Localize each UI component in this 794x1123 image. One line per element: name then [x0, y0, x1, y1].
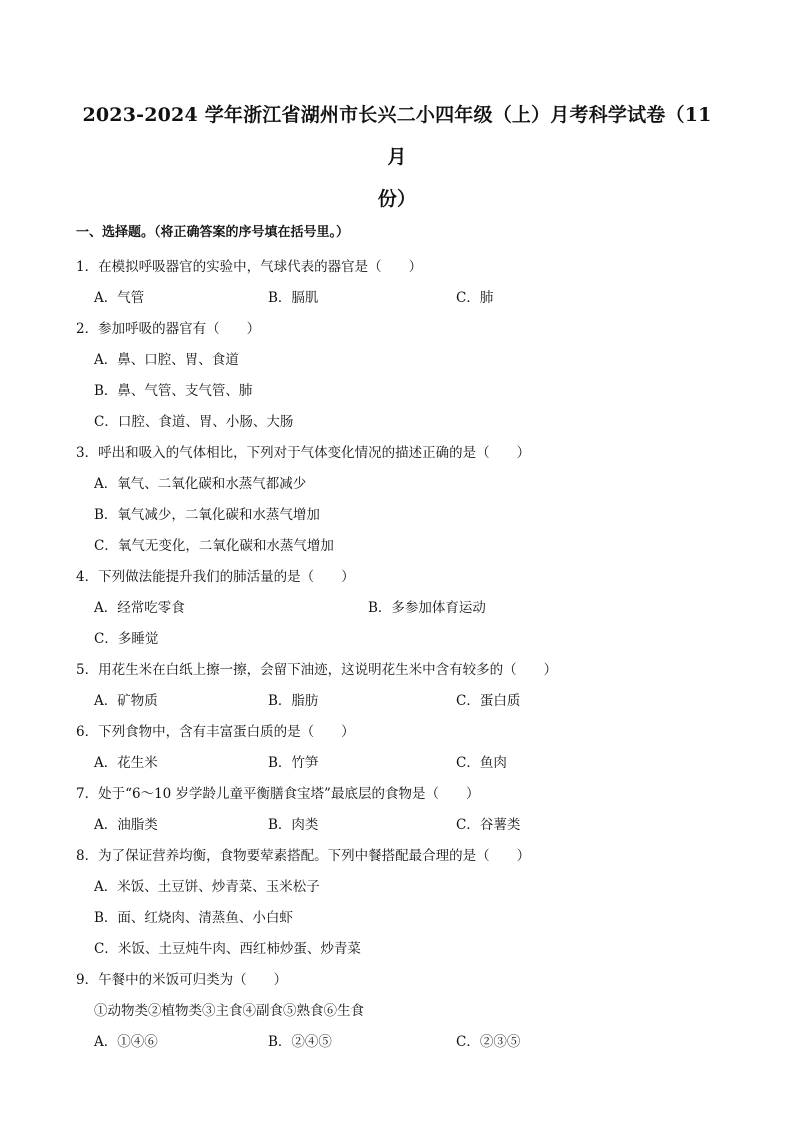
question-4 [76, 562, 718, 655]
title-line-1: 2023-2024 学年浙江省湖州市长兴二小四年级（上）月考科学试卷（11 月 [82, 104, 712, 168]
question-7 [76, 779, 718, 841]
option-c: C．蛋白质 [456, 693, 521, 709]
option-b: B．②④⑤ [268, 1034, 332, 1050]
options-row [76, 686, 718, 717]
option-b: B．多参加体育运动 [368, 600, 486, 616]
options-row [76, 1027, 718, 1058]
option-a: A．气管 [94, 290, 145, 306]
question-3 [76, 438, 718, 562]
option-a: A．鼻、口腔、胃、食道 [94, 352, 239, 368]
option-b: B．肉类 [268, 817, 319, 833]
question-8 [76, 841, 718, 965]
question-stem: 7．处于“6～10 岁学龄儿童平衡膳食宝塔”最底层的食物是（ ） [76, 786, 480, 802]
question-stem: 1．在模拟呼吸器官的实验中，气球代表的器官是（ ） [76, 259, 423, 275]
option-a: A．经常吃零食 [94, 600, 185, 616]
options-row [76, 593, 718, 624]
option-c: C．谷薯类 [456, 817, 521, 833]
question-5 [76, 655, 718, 717]
option-c: C．口腔、食道、胃、小肠、大肠 [94, 414, 294, 430]
option-a: A．矿物质 [94, 693, 158, 709]
question-stem: 8．为了保证营养均衡，食物要荤素搭配。下列中餐搭配最合理的是（ ） [76, 848, 531, 864]
question-2 [76, 314, 718, 438]
option-a: A．油脂类 [94, 817, 158, 833]
options-row [76, 810, 718, 841]
option-c: C．氧气无变化，二氧化碳和水蒸气增加 [94, 538, 334, 554]
question-stem: 6．下列食物中，含有丰富蛋白质的是（ ） [76, 724, 355, 740]
question-stem: 4．下列做法能提升我们的肺活量的是（ ） [76, 569, 355, 585]
option-b: B．面、红烧肉、清蒸鱼、小白虾 [94, 910, 293, 926]
option-c: C．②③⑤ [456, 1034, 521, 1050]
option-c: C．鱼肉 [456, 755, 507, 771]
question-stem: 5．用花生米在白纸上擦一擦，会留下油迹，这说明花生米中含有较多的（ ） [76, 662, 558, 678]
question-6 [76, 717, 718, 779]
question-stem: 9．午餐中的米饭可归类为（ ） [76, 972, 288, 988]
option-c: C．多睡觉 [94, 631, 159, 647]
exam-title [76, 94, 718, 220]
question-stem: 3．呼出和吸入的气体相比，下列对于气体变化情况的描述正确的是（ ） [76, 445, 531, 461]
options-row [76, 748, 718, 779]
options-row [76, 283, 718, 314]
option-a: A．氧气、二氧化碳和水蒸气都减少 [94, 476, 307, 492]
option-b: B．脂肪 [268, 693, 319, 709]
title-line-2: 份） [377, 188, 417, 210]
option-b: B．氧气减少，二氧化碳和水蒸气增加 [94, 507, 320, 523]
question-stem: 2．参加呼吸的器官有（ ） [76, 321, 261, 337]
question-1 [76, 252, 718, 314]
question-9 [76, 965, 718, 1058]
option-c: C．米饭、土豆炖牛肉、西红柿炒蛋、炒青菜 [94, 941, 361, 957]
option-b: B．鼻、气管、支气管、肺 [94, 383, 253, 399]
option-a: A．米饭、土豆饼、炒青菜、玉米松子 [94, 879, 320, 895]
section-heading: 一、选择题。（将正确答案的序号填在括号里。） [76, 225, 350, 240]
question-note: ①动物类②植物类③主食④副食⑤熟食⑥生食 [94, 1003, 364, 1019]
option-a: A．花生米 [94, 755, 158, 771]
option-c: C．肺 [456, 290, 494, 306]
option-b: B．竹笋 [268, 755, 319, 771]
option-b: B．膈肌 [268, 290, 319, 306]
option-a: A．①④⑥ [94, 1034, 158, 1050]
